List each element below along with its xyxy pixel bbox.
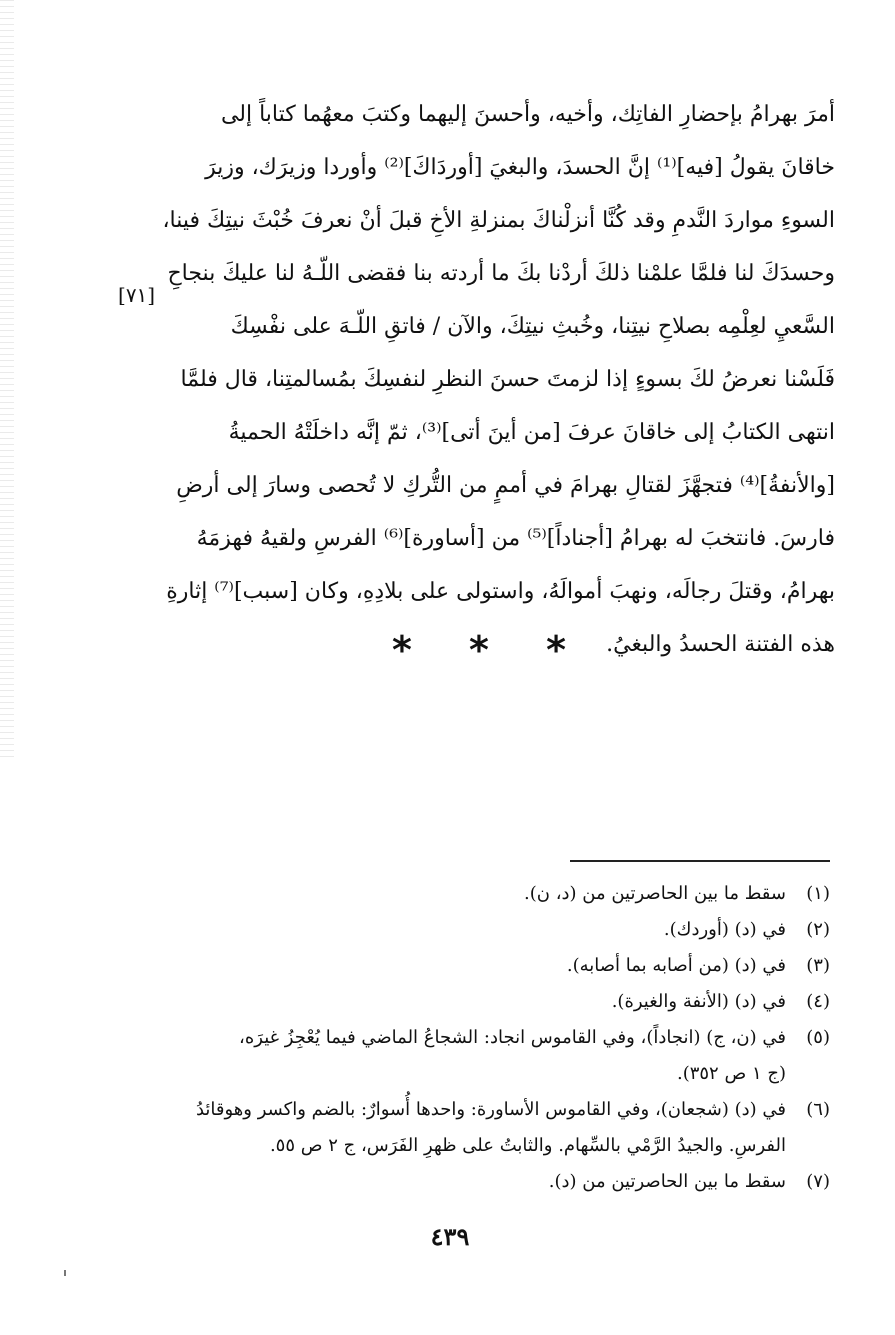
text-line: فارسَ. فانتخبَ له بهرامُ [أجناداً]⁽⁵⁾ من [أساورة]⁽⁶⁾ الفرسِ ولقيهُ فهزمَهُ — [196, 526, 835, 551]
footnote-text: سقط ما بين الحاصرتين من (د). — [548, 1171, 786, 1192]
margin-page-reference: [٧١] — [118, 283, 156, 307]
footnote-continuation: (ج ١ ص ٣٥٢). — [676, 1063, 786, 1084]
text-line: وحسدَكَ لنا فلمَّا علمْنا ذلكَ أردْنا بكَ ما أردته بنا فقضى اللّـهُ لنا عليكَ بنجاحِ — [167, 261, 835, 286]
footnote-text: في (د) (شجعان)، وفي القاموس الأساورة: واحدها أُسوارٌ: بالضم واكسر وهوقائدُ — [195, 1099, 786, 1120]
footnote-text: في (د) (من أصابه بما أصابه). — [566, 955, 786, 976]
footnote-text: سقط ما بين الحاصرتين من (د، ن). — [524, 883, 786, 904]
footnote-number: (١) — [806, 883, 830, 904]
footnote-separator-rule — [570, 860, 830, 862]
footnote-text: في (ن، ج) (انجاداً)، وفي القاموس انجاد: الشجاعُ الماضي فيما يُعْجِزُ غيرَه، — [239, 1027, 786, 1048]
footnote-number: (٢) — [806, 919, 830, 940]
footnote-number: (٧) — [806, 1171, 830, 1192]
footnote-item — [150, 876, 830, 912]
section-divider: * * * — [391, 628, 589, 672]
footnote-number: (٦) — [806, 1099, 830, 1120]
footnote-number: (٣) — [806, 955, 830, 976]
text-line: أمرَ بهرامُ بإحضارِ الفاتِك، وأخيه، وأحسنَ إليهما وكتبَ معهُما كتاباً إلى — [220, 102, 835, 127]
main-text-block — [160, 88, 835, 671]
text-line: خاقانَ يقولُ [فيه]⁽¹⁾ إنَّ الحسدَ، والبغيَ [أوردَاكَ]⁽²⁾ وأوردا وزيرَك، وزيرَ — [205, 155, 835, 180]
footnote-item — [150, 984, 830, 1020]
footnote-continuation: الفرسِ. والجيدُ الرَّمْي بالسِّهام. والثابتُ على ظهرِ الفَرَس، ج ٢ ص ٥٥. — [269, 1135, 786, 1156]
footnote-text: في (د) (الأنفة والغيرة). — [611, 991, 786, 1012]
text-line: بهرامُ، وقتلَ رجالَه، ونهبَ أموالَهُ، واستولى على بلادِهِ، وكان [سبب]⁽⁷⁾ إثارةِ — [166, 579, 835, 604]
footnote-item — [150, 1020, 830, 1056]
footnote-item — [150, 912, 830, 948]
footnote-number: (٤) — [806, 991, 830, 1012]
text-line: هذه الفتنة الحسدُ والبغيُ. — [606, 632, 835, 657]
text-line: السوءِ مواردَ النَّدمِ وقد كُنَّا أنزلْناكَ بمنزلةِ الأخِ قبلَ أنْ نعرفَ خُبْثَ نيتِكَ فينا، — [162, 208, 835, 233]
footnotes-block — [150, 876, 830, 1200]
text-line: [والأنفةُ]⁽⁴⁾ فتجهَّزَ لقتالِ بهرامَ في أممٍ من التُّركِ لا تُحصى وسارَ إلى أرضِ — [176, 473, 835, 498]
footnote-text: في (د) (أوردك). — [663, 919, 786, 940]
page-number: ٤٣٩ — [430, 1222, 470, 1251]
footnote-item — [150, 1092, 830, 1128]
footnote-item — [150, 948, 830, 984]
footnote-item — [150, 1164, 830, 1200]
text-line: انتهى الكتابُ إلى خاقانَ عرفَ [من أينَ أتى]⁽³⁾، ثمّ إنَّه داخلَتْهُ الحميةُ — [228, 420, 835, 445]
scan-speck — [64, 1270, 66, 1276]
text-line: فَلَسْنا نعرضُ لكَ بسوءٍ إذا لزمتَ حسنَ النظرِ لنفسِكَ بمُسالمتِنا، قال فلمَّا — [180, 367, 835, 392]
text-line: السَّعيِ لعِلْمِه بصلاحِ نيتِنا، وخُبثِ نيتِكَ، والآن / فاتقِ اللّـهَ على نفْسِكَ — [230, 314, 835, 339]
footnote-number: (٥) — [806, 1027, 830, 1048]
